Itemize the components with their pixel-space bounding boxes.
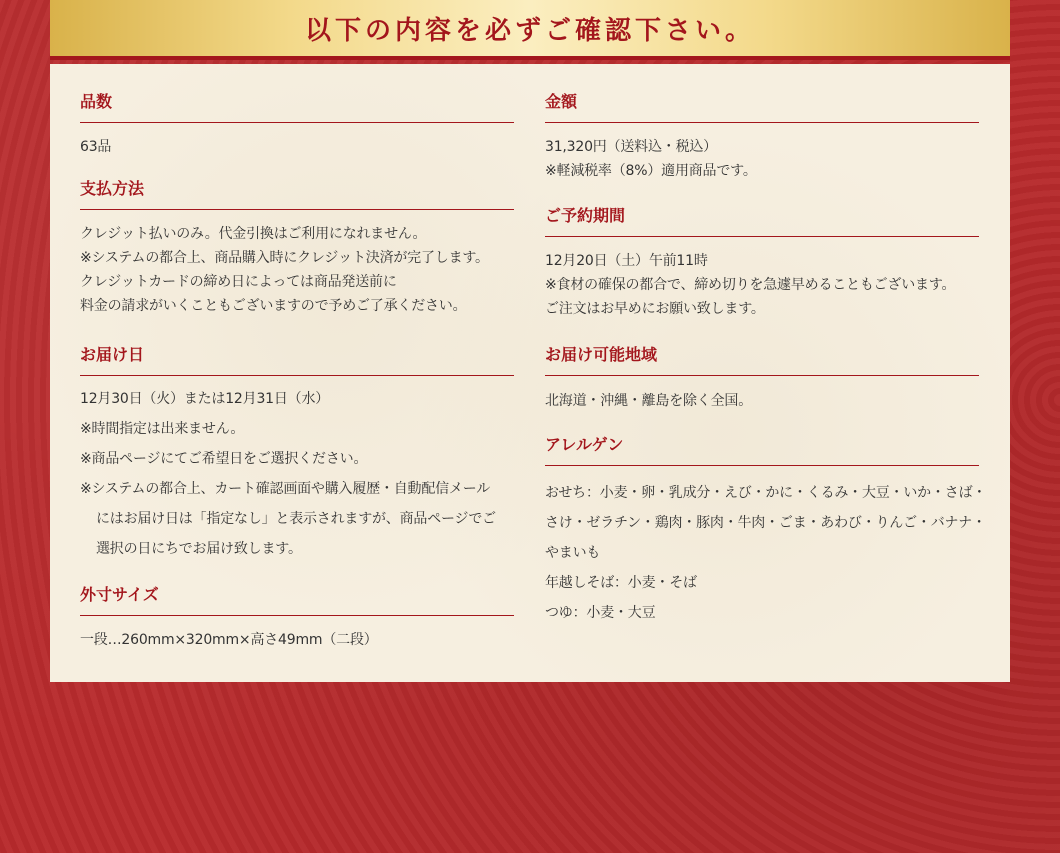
section-title-area: お届け可能地域	[545, 342, 979, 376]
banner-title: 以下の内容を必ずご確認下さい。	[304, 15, 755, 46]
allergen-line: さけ・ゼラチン・鶏肉・豚肉・牛肉・ごま・あわび・りんご・バナナ・	[545, 515, 986, 531]
background-area	[0, 682, 1060, 853]
area-value: 北海道・沖縄・離島を除く全国。	[545, 393, 752, 409]
delivery-line: にはお届け日は「指定なし」と表示されますが、商品ページでご	[96, 511, 496, 527]
price-line: 31,320円（送料込・税込）	[545, 139, 717, 155]
section-title-quantity: 品数	[80, 89, 514, 123]
confirmation-banner	[50, 0, 1010, 60]
allergen-line: やまいも	[545, 545, 601, 561]
section-size	[80, 582, 514, 652]
price-line: ※軽減税率（8%）適用商品です。	[545, 163, 757, 179]
section-title-size: 外寸サイズ	[80, 582, 514, 616]
reservation-line: 12月20日（土）午前11時	[545, 253, 708, 269]
section-allergen	[545, 432, 987, 628]
quantity-value: 63品	[80, 139, 112, 155]
section-payment	[80, 176, 514, 318]
allergen-line: つゆ：小麦・大豆	[545, 605, 656, 621]
payment-line: ※システムの都合上、商品購入時にクレジット決済が完了します。	[80, 250, 489, 266]
size-value: 一段…260mm×320mm×高さ49mm（二段）	[80, 632, 378, 648]
delivery-line: ※システムの都合上、カート確認画面や購入履歴・自動配信メール	[80, 481, 491, 497]
section-title-allergen: アレルゲン	[545, 432, 979, 466]
section-title-price: 金額	[545, 89, 979, 123]
delivery-line: 12月30日（火）または12月31日（水）	[80, 391, 330, 407]
payment-line: クレジット払いのみ。代金引換はご利用になれません。	[80, 226, 427, 242]
section-delivery-date	[80, 342, 514, 564]
delivery-line: 選択の日にちでお届け致します。	[96, 541, 302, 557]
payment-line: 料金の請求がいくこともございますので予めご了承ください。	[80, 298, 467, 314]
reservation-line: ご注文はお早めにお願い致します。	[545, 301, 765, 317]
allergen-line: おせち：小麦・卵・乳成分・えび・かに・くるみ・大豆・いか・さば・	[545, 485, 987, 501]
section-title-payment: 支払方法	[80, 176, 514, 210]
reservation-line: ※食材の確保の都合で、締め切りを急遽早めることもございます。	[545, 277, 956, 293]
section-price	[545, 89, 979, 183]
delivery-line: ※商品ページにてご希望日をご選択ください。	[80, 451, 368, 467]
info-panel	[50, 64, 1010, 682]
delivery-line: ※時間指定は出来ません。	[80, 421, 245, 437]
delivery-notes	[80, 384, 514, 564]
section-title-delivery-date: お届け日	[80, 342, 514, 376]
allergen-line: 年越しそば：小麦・そば	[545, 575, 697, 591]
section-reservation	[545, 203, 979, 321]
section-quantity	[80, 89, 514, 159]
payment-line: クレジットカードの締め日によっては商品発送前に	[80, 274, 397, 290]
section-area	[545, 342, 979, 413]
section-title-reservation: ご予約期間	[545, 203, 979, 237]
